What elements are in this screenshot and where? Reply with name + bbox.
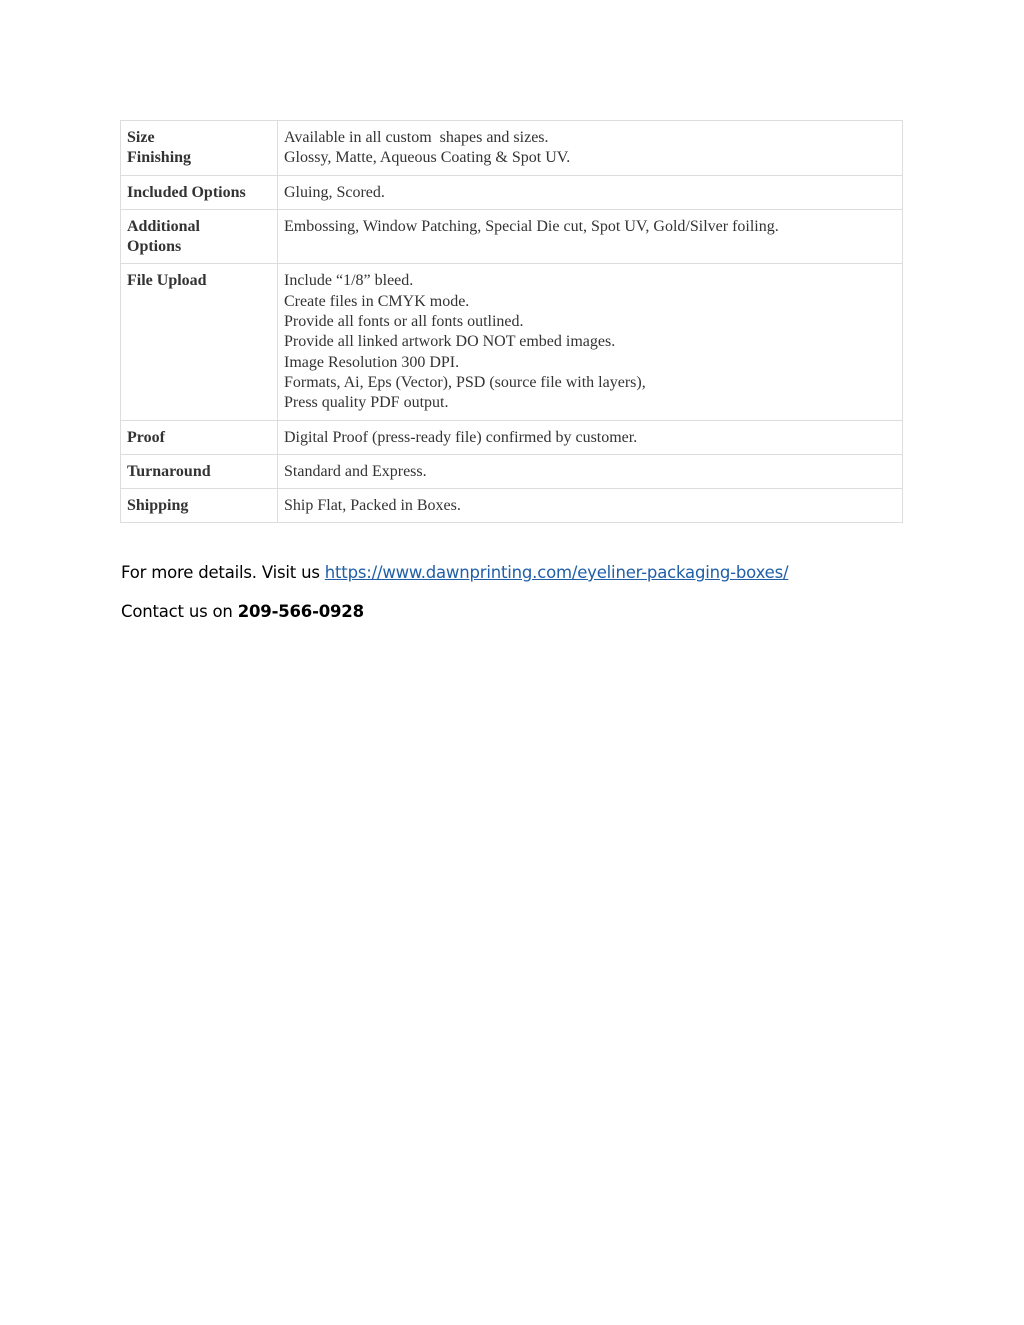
contact-text: Contact us on — [121, 602, 238, 621]
value-line: Image Resolution 300 DPI. — [284, 353, 460, 371]
value-line: Available in all custom shapes and sizes. — [284, 129, 549, 146]
label-line: Additional — [127, 217, 200, 235]
table-row — [121, 420, 903, 454]
more-details-line — [121, 563, 788, 582]
row-value — [278, 209, 903, 264]
row-label — [121, 121, 278, 176]
value-line: Digital Proof (press-ready file) confirmed by customer. — [284, 428, 638, 446]
value-line: Provide all fonts or all fonts outlined. — [284, 313, 524, 331]
spec-table — [120, 120, 903, 523]
table-row — [121, 454, 903, 488]
row-label — [121, 420, 278, 454]
label-line: Finishing — [127, 149, 192, 167]
value-line: Create files in CMYK mode. — [284, 292, 470, 310]
label-line: Size — [127, 129, 155, 146]
row-label — [121, 264, 278, 420]
row-value — [278, 264, 903, 420]
row-value — [278, 489, 903, 523]
value-line: Standard and Express. — [284, 462, 427, 480]
value-line: Glossy, Matte, Aqueous Coating & Spot UV. — [284, 149, 571, 167]
label-line: Included Options — [127, 183, 246, 201]
value-line: Include “1/8” bleed. — [284, 272, 414, 290]
label-line: Shipping — [127, 497, 189, 515]
table-row — [121, 264, 903, 420]
table-row — [121, 489, 903, 523]
row-value — [278, 420, 903, 454]
contact-line — [121, 602, 364, 621]
row-value — [278, 121, 903, 176]
value-line: Ship Flat, Packed in Boxes. — [284, 497, 461, 515]
value-line: Embossing, Window Patching, Special Die cut, Spot UV, Gold/Silver foiling. — [284, 217, 779, 235]
more-details-text: For more details. Visit us — [121, 563, 325, 582]
row-label — [121, 489, 278, 523]
label-line: Turnaround — [127, 462, 211, 480]
value-line: Press quality PDF output. — [284, 394, 449, 412]
phone-number: 209-566-0928 — [237, 602, 364, 621]
row-value — [278, 454, 903, 488]
label-line: Options — [127, 238, 182, 256]
label-line: Proof — [127, 428, 165, 446]
value-line: Formats, Ai, Eps (Vector), PSD (source file with layers), — [284, 373, 646, 391]
table-row — [121, 209, 903, 264]
website-link[interactable]: https://www.dawnprinting.com/eyeliner-packaging-boxes/ — [324, 563, 789, 582]
row-label — [121, 454, 278, 488]
value-line: Gluing, Scored. — [284, 183, 385, 201]
label-line: File Upload — [127, 272, 207, 290]
value-line: Provide all linked artwork DO NOT embed images. — [284, 333, 616, 351]
table-row — [121, 175, 903, 209]
table-row — [121, 121, 903, 176]
row-label — [121, 175, 278, 209]
row-label — [121, 209, 278, 264]
row-value — [278, 175, 903, 209]
